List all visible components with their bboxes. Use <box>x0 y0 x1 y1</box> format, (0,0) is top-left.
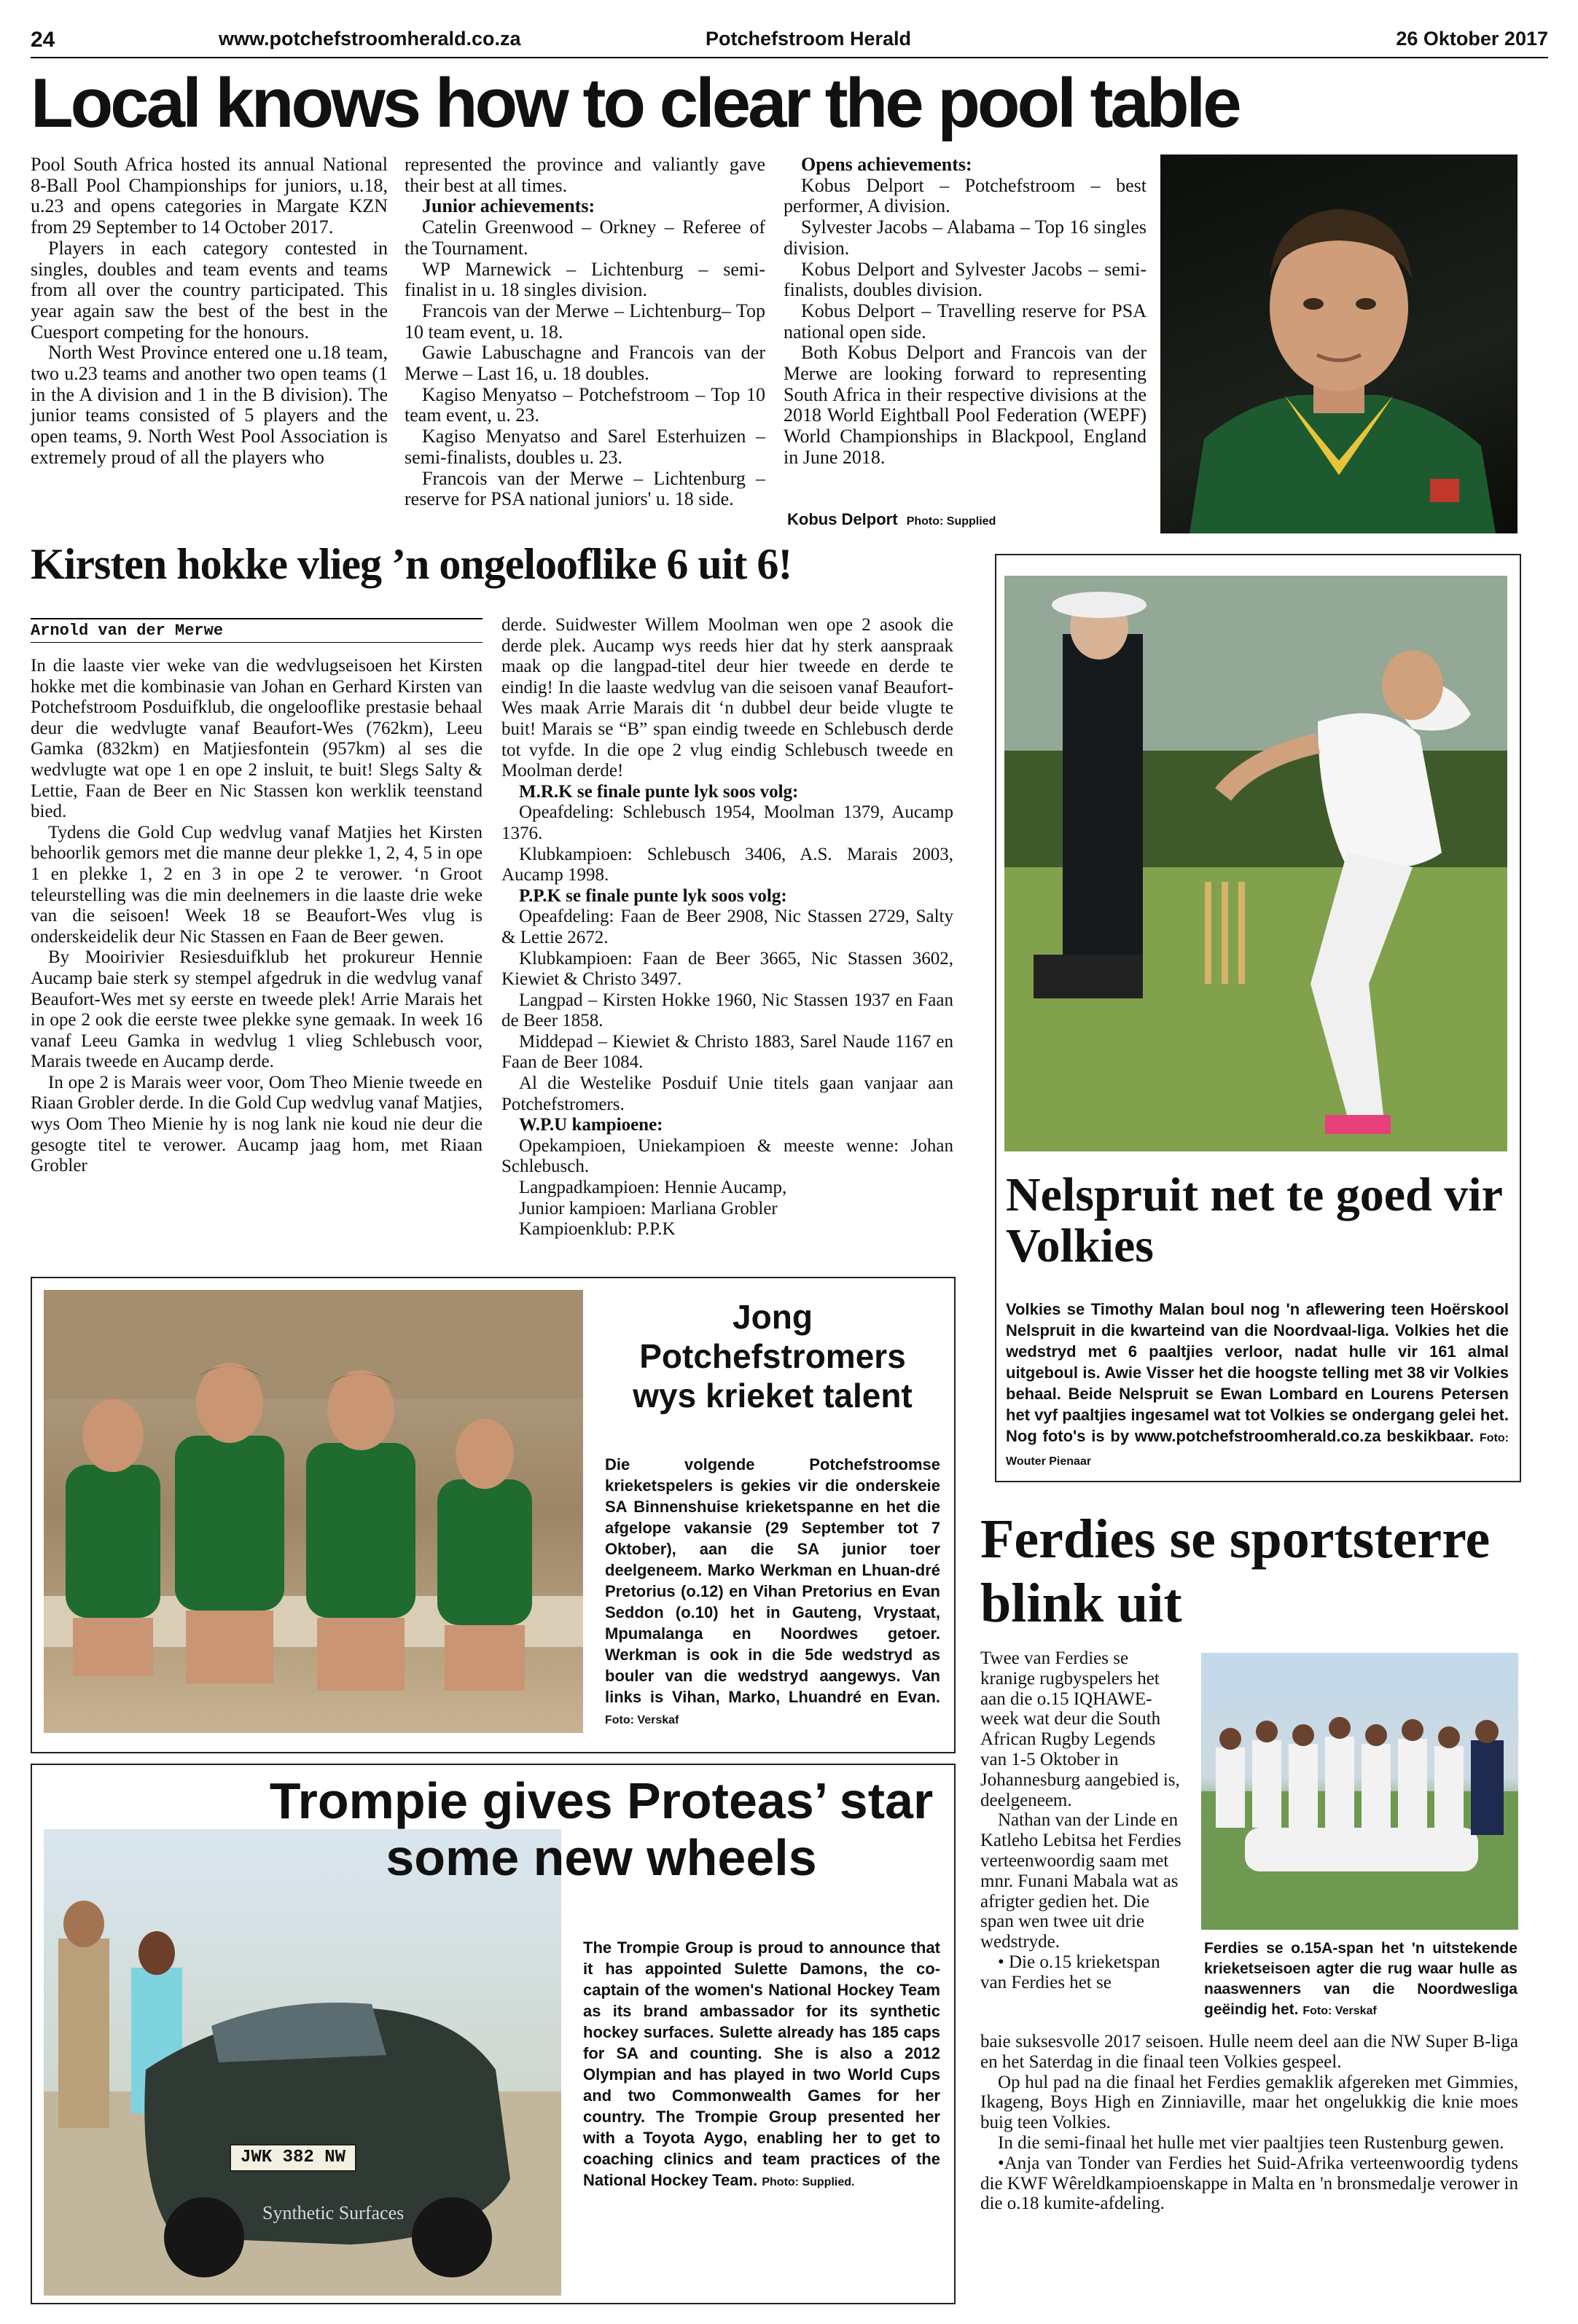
paragraph: Players in each category contested in singles, doubles and team events and teams from all over the country participated. This year again saw the best of the best in the Cuesport competing for the honours. <box>31 237 388 343</box>
jong-caption <box>605 1454 940 1731</box>
paragraph: By Mooirivier Resiesduifklub het prokureur Hennie Aucamp baie sterk sy stempel afgedruk in die wedvlug vanaf Beaufort-Wes met sy eerste en tweede plek! Arrie Marais het in ope 2 ook die eerste twee plekke syne gemaak. In week 16 vanaf Leeu Gamka in wedvlug 1 vlieg Schlebusch voor, Marais tweede en Aucamp derde. <box>31 947 483 1072</box>
pool-photo-caption <box>787 510 996 529</box>
paragraph: Sylvester Jacobs – Alabama – Top 16 singles division. <box>784 216 1147 259</box>
trompie-headline: Trompie gives Proteas’ star some new wheels <box>269 1772 934 1886</box>
paragraph: Twee van Ferdies se kranige rugbyspelers het aan die o.15 IQHAWE-week wat deur die South African Rugby Legends van 1-5 Oktober in Johannesburg aangebied is, deelgeneem. <box>980 1648 1180 1810</box>
paragraph: Junior kampioen: Marliana Grobler <box>519 1198 778 1218</box>
junior-cricketers-photo <box>44 1290 583 1733</box>
website-url[interactable]: www.potchefstroomherald.co.za <box>219 28 521 50</box>
caption-credit: Photo: Supplied. <box>762 2176 855 2188</box>
paragraph: Kobus Delport – Potchefstroom – best performer, A division. <box>784 174 1147 217</box>
paragraph: Francois van der Merwe – Lichtenburg – reserve for PSA national juniors' u. 18 side. <box>405 467 765 510</box>
car-decal-text: Synthetic Surfaces <box>262 2202 405 2223</box>
number-plate: JWK 382 NW <box>230 2144 356 2172</box>
subheading: Junior achievements: <box>422 195 595 217</box>
kobus-delport-photo <box>1160 154 1518 533</box>
caption-text: Die volgende Potchefstroomse krieketspelers is gekies vir die onderskeie SA Binnenshuise krieketspanne en het die afgelope vakansie (29 September tot 7 Oktober), aan die SA junior toer deelgeneem. Marko Werkman en Lhuan-dré Pretorius (o.12) en Vihan Pretorius en Evan Seddon (o.10) het in Gauteng, Vrystaat, Mpumalanga en Noordwes getoer. Werkman is ook in die 5de wedstryd as bouler van die wedstryd aangewys. Van links is Vihan, Marko, Lhuandré en Evan. <box>605 1455 940 1706</box>
paragraph: Opeafdeling: Faan de Beer 2908, Nic Stassen 2729, Salty & Lettie 2672. <box>501 907 953 947</box>
subheading: Opens achievements: <box>801 154 972 175</box>
subheading: W.P.U kampioene: <box>519 1115 663 1135</box>
pool-col-1 <box>31 154 388 469</box>
paragraph: Nathan van der Linde en Katleho Lebitsa het Ferdies verteenwoordig saam met mnr. Funani Mabala wat as afrigter gedien het. Die span wen twee uit drie wedstryde. <box>980 1810 1181 1952</box>
paragraph: baie suksesvolle 2017 seisoen. Hulle neem deel aan die NW Super B-liga en het Saterdag in die finaal teen Volkies gespeel. <box>980 2032 1518 2072</box>
kirsten-col-2 <box>501 615 953 1240</box>
jong-headline: Jong Potchefstromers wys krieket talent <box>633 1298 913 1415</box>
subheading: P.P.K se finale punte lyk soos volg: <box>519 885 787 906</box>
paragraph: North West Province entered one u.18 team, two u.23 teams and another two open teams (1 in the A division and 1 in the B division). The junior teams consisted of 5 players and the open teams, 9. North West Pool Association is extremely proud of all the players who <box>31 342 388 468</box>
caption-credit: Foto: Verskaf <box>1302 2005 1377 2017</box>
paragraph: WP Marnewick – Lichtenburg – semi-finalist in u. 18 singles division. <box>405 258 765 301</box>
issue-date: 26 Oktober 2017 <box>1396 28 1548 50</box>
paragraph: Tydens die Gold Cup wedvlug vanaf Matjies het Kirsten behoorlik gemors met die manne deur plekke 1, 2, 4, 5 in ope 1 en plekke 1, 2 en 3 in ope 2 te verower. ‘n Groot teleurstelling was die min deelnemers in die laaste drie weke van die seisoen! Week 18 se Beaufort-Wes vlug is onderskeidelik deur Nic Stassen en Faan de Beer gewen. <box>31 822 483 947</box>
caption-text: Ferdies se o.15A-span het 'n uitstekende krieketseisoen agter die rug waar hulle as naaswenners van die Noordwesliga geëindig het. <box>1204 1940 1518 2018</box>
paragraph: Catelin Greenwood – Orkney – Referee of the Tournament. <box>405 216 765 259</box>
kirsten-col-1 <box>31 656 483 1177</box>
paragraph: Gawie Labuschagne and Francois van der Merwe – Last 16, u. 18 doubles. <box>405 342 765 385</box>
cricket-bowler-photo <box>1004 576 1507 1151</box>
paragraph: •Anja van Tonder van Ferdies het Suid-Afrika verteenwoordig tydens die KWF Wêreldkampioenskappe in Malta en 'n bronsmedalje verower in die o.18 kumite-afdeling. <box>980 2153 1518 2214</box>
ferdies-wide-col <box>980 2032 1518 2214</box>
page-number: 24 <box>31 28 55 52</box>
page-header <box>31 25 1548 58</box>
paragraph: Langpad – Kirsten Hokke 1960, Nic Stassen 1937 en Faan de Beer 1858. <box>501 990 953 1031</box>
kirsten-headline: Kirsten hokke vlieg ’n ongelooflike 6 uit 6! <box>31 540 792 588</box>
paragraph: Opekampioen, Uniekampioen & meeste wenne: Johan Schlebusch. <box>501 1135 953 1177</box>
trompie-car-photo <box>44 1829 561 2296</box>
paragraph: derde. Suidwester Willem Moolman wen ope 2 asook die derde plek. Aucamp wys reeds hier dat hy sterk aanspraak maak op die langpad-titel deur hier tweede en derde te eindig! In die laaste wedvlug van die seisoen vanaf Beaufort-Wes maak Arrie Marais dit ‘n dubbel deur beide vlugte te buit! Marais se “B” span eindig tweede en Schlebusch derde tot vyfde. In die ope 2 vlug eindig Schlebusch tweede en Moolman derde! <box>501 615 953 781</box>
byline: Arnold van der Merwe <box>31 618 483 643</box>
ferdies-team-photo <box>1201 1653 1518 1930</box>
paragraph: Both Kobus Delport and Francois van der Merwe are looking forward to representing South Africa in their respective divisions at the 2018 World Eightball Pool Federation (WEPF) World Championships in Blackpool, England in June 2018. <box>784 342 1147 468</box>
pool-col-2 <box>405 154 765 510</box>
pool-col-3 <box>784 154 1147 469</box>
paragraph: In ope 2 is Marais weer voor, Oom Theo Mienie tweede en Riaan Grobler derde. In die Gold Cup wedvlug vanaf Matjies, wys Oom Theo Mienie hy is nog lank nie koud nie deur die gesogte titel te verower. Aucamp jaag hom, met Riaan Grobler <box>31 1072 483 1176</box>
pool-headline: Local knows how to clear the pool table <box>31 64 1239 142</box>
caption-text: The Trompie Group is proud to announce that it has appointed Sulette Damons, the co-captain of the women's National Hockey Team as its brand ambassador for its synthetic hockey surfaces. Sulette already has 185 caps for SA and counting. She is also a 2012 Olympian and has played in two World Cups and two Commonwealth Games for her country. The Trompie Group presented her with a Toyota Aygo, enabling her to get to coaching clinics and team practices of the National Hockey Team. <box>583 1938 940 2189</box>
paragraph: • Die o.15 krieketspan van Ferdies het se <box>980 1952 1160 1992</box>
paper-name: Potchefstroom Herald <box>706 28 912 50</box>
ferdies-narrow-col <box>980 1648 1184 1993</box>
paragraph: Op hul pad na die finaal het Ferdies gemaklik afgereken met Gimmies, Ikageng, Boys High en Zinniaville, maar het ongelukkig die knie moes buig teen Volkies. <box>980 2072 1518 2133</box>
trompie-caption <box>583 1937 940 2193</box>
caption-text: Volkies se Timothy Malan boul nog 'n aflewering teen Hoërskool Nelspruit in die kwarteind van die Noordvaal-liga. Volkies het die wedstryd met 6 paaltjies verloor, nadat hulle vir 161 almal uitgeboul is. Awie Visser het die hoogste telling met 38 vir Volkies behaal. Beide Nelspruit se Ewan Lombard en Lourens Petersen het vyf paaltjies ingesamel wat tot Volkies se ondergang gelei het. Nog foto's is by www.potchefstroomherald.co.za beskikbaar. <box>1006 1300 1509 1445</box>
paragraph: Langpadkampioen: Hennie Aucamp, <box>519 1178 787 1198</box>
subheading: M.R.K se finale punte lyk soos volg: <box>519 781 799 802</box>
ferdies-headline: Ferdies se sportsterre blink uit <box>980 1509 1491 1634</box>
paragraph: Klubkampioen: Schlebusch 3406, A.S. Marais 2003, Aucamp 1998. <box>501 844 953 885</box>
paragraph: Klubkampioen: Faan de Beer 3665, Nic Stassen 3602, Kiewiet & Christo 3497. <box>501 948 953 990</box>
paragraph: Francois van der Merwe – Lichtenburg– Top 10 team event, u. 18. <box>405 300 765 343</box>
caption-credit: Foto: Wouter Pienaar <box>1006 1432 1509 1468</box>
paragraph: In die semi-finaal het hulle met vier paaltjies teen Rustenburg gewen. <box>998 2132 1504 2153</box>
caption-credit: Foto: Verskaf <box>605 1714 679 1726</box>
caption-credit: Photo: Supplied <box>906 515 996 528</box>
paragraph: Kobus Delport – Travelling reserve for PSA national open side. <box>784 300 1147 343</box>
nelspruit-headline: Nelspruit net te goed vir Volkies <box>1006 1168 1502 1272</box>
paragraph: Kobus Delport and Sylvester Jacobs – semi-finalists, doubles division. <box>784 258 1147 301</box>
paragraph: Kagiso Menyatso – Potchefstroom – Top 10 team event, u. 23. <box>405 383 765 426</box>
caption-name: Kobus Delport <box>787 510 898 528</box>
paragraph: Middepad – Kiewiet & Christo 1883, Sarel Naude 1167 en Faan de Beer 1084. <box>501 1031 953 1073</box>
paragraph: In die laaste vier weke van die wedvlugseisoen het Kirsten hokke met die kombinasie van Johan en Gerhard Kirsten van Potchefstroom Posduifklub, die ongelooflike prestasie behaal deur die wedvlugte vanaf Beaufort-Wes (762km), Leeu Gamka (832km) en Matjiesfontein (957km) al ses die wedvlugte wat ope 1 en ope 2 insluit, te buit! Slegs Salty & Lettie, Faan de Beer en Nic Stassen kon werklik teenstand bied. <box>31 656 483 822</box>
paragraph: Pool South Africa hosted its annual National 8-Ball Pool Championships for juniors, u.18, u.23 and opens categories in Margate KZN from 29 September to 14 October 2017. <box>31 154 388 238</box>
paragraph: Kagiso Menyatso and Sarel Esterhuizen – semi-finalists, doubles u. 23. <box>405 426 765 468</box>
nelspruit-caption <box>1006 1299 1509 1472</box>
paragraph: Opeafdeling: Schlebusch 1954, Moolman 1379, Aucamp 1376. <box>501 802 953 843</box>
ferdies-caption <box>1204 1938 1518 2022</box>
paragraph: Kampioenklub: P.P.K <box>519 1219 676 1240</box>
paragraph: represented the province and valiantly gave their best at all times. <box>405 154 765 196</box>
paragraph: Al die Westelike Posduif Unie titels gaan vanjaar aan Potchefstromers. <box>501 1073 953 1114</box>
